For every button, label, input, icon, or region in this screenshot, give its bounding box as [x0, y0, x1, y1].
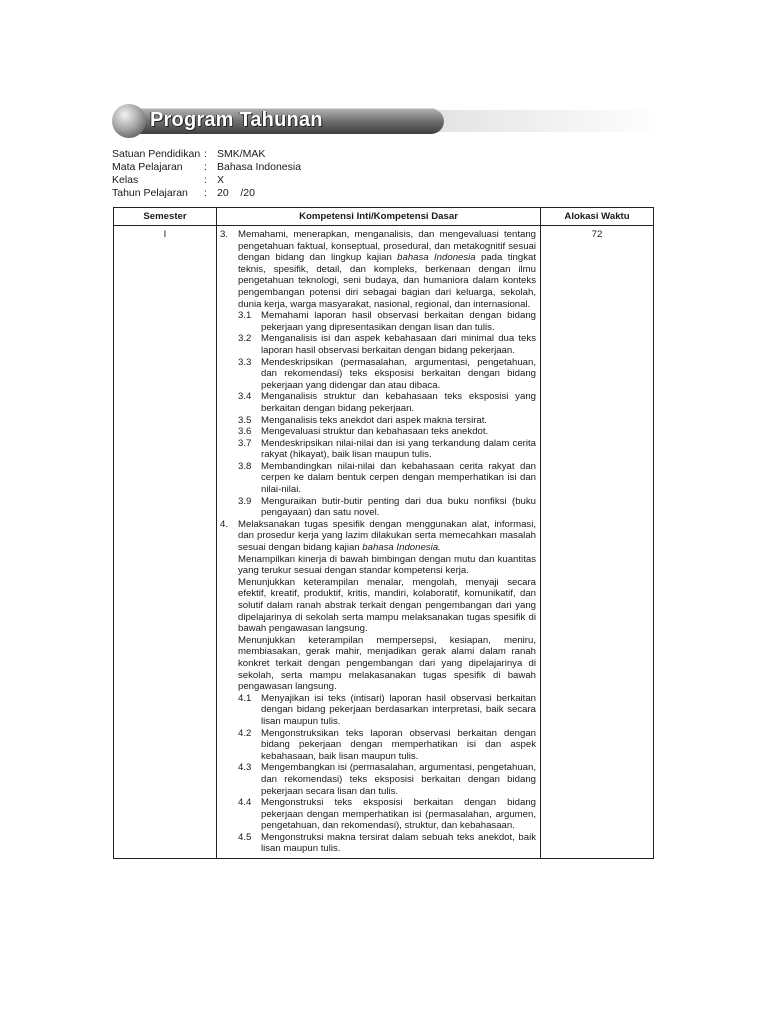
cell-alokasi: 72 — [541, 226, 654, 859]
page-title: Program Tahunan — [150, 109, 323, 131]
title-banner — [112, 104, 662, 138]
info-label: Mata Pelajaran — [112, 161, 183, 173]
ki3-items — [238, 310, 536, 519]
ki3-text — [238, 229, 536, 310]
ki3-body — [238, 229, 536, 519]
item-text: Membandingkan nilai-nilai dan kebahasaan cerita rakyat dan cerpen ke dalam bentuk cerpen dengan memperhatikan isi dan nilai-nilai. — [261, 460, 536, 496]
info-label: Kelas — [112, 174, 139, 186]
item-number: 4.3 — [238, 762, 252, 774]
item-number: 4.5 — [238, 831, 252, 843]
info-value: 20 /20 — [217, 187, 255, 199]
list-item — [238, 310, 536, 333]
item-number: 3.3 — [238, 356, 252, 368]
ki3-section — [220, 229, 536, 519]
item-text: Menganalisis struktur dan kebahasaan teks eksposisi yang berkaitan dengan bidang pekerjaan. — [261, 391, 536, 414]
item-number: 3.2 — [238, 333, 252, 345]
info-value: X — [217, 174, 225, 186]
info-colon: : — [204, 161, 207, 173]
list-item — [238, 426, 536, 438]
list-item — [238, 797, 536, 832]
list-item — [238, 391, 536, 414]
list-item — [238, 438, 536, 461]
info-row-satuan — [112, 148, 301, 161]
ki4-text — [238, 519, 536, 554]
list-item — [238, 693, 536, 728]
info-label: Satuan Pendidikan — [112, 148, 201, 160]
list-item — [238, 461, 536, 496]
ki4-number: 4. — [220, 518, 229, 530]
item-text: Menguraikan butir-butir penting dari dua buku nonfiksi (buku pengayaan) dan satu novel. — [261, 495, 536, 519]
item-text: Menganalisis isi dan aspek kebahasaan dari minimal dua teks laporan hasil observasi berkaitan dengan bidang pekerjaan. — [261, 333, 536, 356]
item-text: Mengonstruksi teks eksposisi berkaitan dengan bidang pekerjaan dengan memperhatikan isi (permasalahan, argumen, pengetahuan, dan rekomendasi), struktur, dan kebahasaan. — [261, 797, 536, 832]
info-row-kelas — [112, 174, 301, 187]
ki4-text-emphasis: bahasa Indonesia. — [362, 542, 441, 554]
info-block — [112, 148, 301, 200]
info-row-tahun — [112, 187, 301, 200]
cell-semester: I — [114, 226, 217, 859]
ki3-text-emphasis: bahasa Indonesia — [397, 252, 476, 264]
list-item — [238, 357, 536, 392]
ki4-paragraph-3: Menunjukkan keterampilan menalar, mengolah, menyaji secara efektif, kreatif, produktif, kritis, mandiri, kolaboratif, komunikatif, dan solutif dalam ranah abstrak terkait dengan pengembangan dari yang dipelajarinya di sekolah serta mampu melaksanakan tugas spesifik di bawah pengawasan langsung. — [238, 576, 536, 635]
table-header-row — [114, 208, 654, 226]
list-item — [238, 333, 536, 356]
ki4-text-a: Melaksanakan tugas spesifik dengan menggunakan alat, informasi, dan prosedur kerja yang lazim dilakukan serta memecahkan masalah sesuai dengan bidang kajian — [238, 518, 536, 554]
item-text: Mengonstruksikan teks laporan observasi berkaitan dengan bidang pekerjaan dengan memperhatikan isi dan aspek kebahasaan, baik lisan maupun tulis. — [261, 727, 536, 762]
ki3-text-b: pada tingkat teknis, spesifik, detail, dan kompleks, berkenaan dengan ilmu pengetahuan teknologi, seni budaya, dan humaniora dalam konteks pengembangan potensi diri sebagai bagian dari keluarga, sekolah, dunia kerja, warga masyarakat, nasional, regional, dan internasional. — [238, 252, 536, 310]
list-item — [238, 415, 536, 427]
header-kompetensi: Kompetensi Inti/Kompetensi Dasar — [217, 208, 541, 226]
header-alokasi: Alokasi Waktu — [541, 208, 654, 226]
info-value: SMK/MAK — [217, 148, 266, 160]
info-colon: : — [204, 148, 207, 160]
item-number: 3.8 — [238, 460, 252, 472]
banner-disc-icon — [112, 104, 146, 138]
item-number: 4.1 — [238, 692, 252, 704]
item-text: Mendeskripsikan nilai-nilai dan isi yang terkandung dalam cerita rakyat (hikayat), baik lisan maupun tulis. — [261, 437, 536, 461]
item-number: 3.4 — [238, 391, 252, 403]
item-number: 3.6 — [238, 426, 252, 438]
item-text: Memahami laporan hasil observasi berkaitan dengan bidang pekerjaan yang dipresentasikan dengan lisan dan tulis. — [261, 310, 536, 333]
item-number: 3.1 — [238, 310, 252, 322]
list-item — [238, 762, 536, 797]
ki4-paragraph-4: Menunjukkan keterampilan mempersepsi, kesiapan, meniru, membiasakan, gerak mahir, menjadikan gerak alami dalam ranah konkret terkait dengan pengembangan dari yang dipelajarinya di sekolah, serta mampu melakasanakan tugas spesifik di bawah pengawasan langsung. — [238, 634, 536, 693]
program-table — [113, 207, 654, 859]
item-number: 4.4 — [238, 797, 252, 809]
item-text: Menganalisis teks anekdot dari aspek makna tersirat. — [261, 414, 488, 426]
ki4-body — [238, 519, 536, 855]
item-text: Menyajikan isi teks (intisari) laporan hasil observasi berkaitan dengan bidang pekerjaan berdasarkan interpretasi, baik secara lisan maupun tulis. — [261, 692, 536, 727]
item-number: 4.2 — [238, 727, 252, 739]
list-item — [238, 832, 536, 855]
item-number: 3.7 — [238, 437, 252, 449]
list-item — [238, 728, 536, 763]
ki4-section — [220, 519, 536, 855]
list-item — [238, 496, 536, 519]
ki4-items — [238, 693, 536, 855]
item-text: Mengevaluasi struktur dan kebahasaan teks anekdot. — [261, 426, 489, 438]
info-row-mapel — [112, 161, 301, 174]
ki3-text-a: Memahami, menerapkan, menganalisis, dan mengevaluasi tentang pengetahuan faktual, konseptual, prosedural, dan metakognitif sesuai dengan bidang dan lingkup kajian — [238, 229, 536, 264]
item-text: Mendeskripsikan (permasalahan, argumentasi, pengetahuan, dan rekomendasi) teks eksposisi berkaitan dengan bidang pekerjaan yang didengar dan atau dibaca. — [261, 356, 536, 391]
table-row — [114, 226, 654, 859]
item-number: 3.9 — [238, 495, 252, 507]
item-text: Mengembangkan isi (permasalahan, argumentasi, pengetahuan, dan rekomendasi) teks eksposisi berkaitan dengan bidang pekerjaan secara lisan dan tulis. — [261, 762, 536, 797]
header-semester: Semester — [114, 208, 217, 226]
info-value: Bahasa Indonesia — [217, 161, 302, 173]
cell-kompetensi — [217, 226, 541, 859]
item-number: 3.5 — [238, 414, 252, 426]
info-label: Tahun Pelajaran — [112, 187, 188, 199]
ki3-number: 3. — [220, 229, 229, 240]
item-text: Mengonstruksi makna tersirat dalam sebuah teks anekdot, baik lisan maupun tulis. — [261, 831, 536, 855]
ki4-paragraph-2: Menampilkan kinerja di bawah bimbingan dengan mutu dan kuantitas yang terukur sesuai dengan standar kompetensi kerja. — [238, 553, 536, 577]
info-colon: : — [204, 174, 207, 186]
info-colon: : — [204, 187, 207, 199]
